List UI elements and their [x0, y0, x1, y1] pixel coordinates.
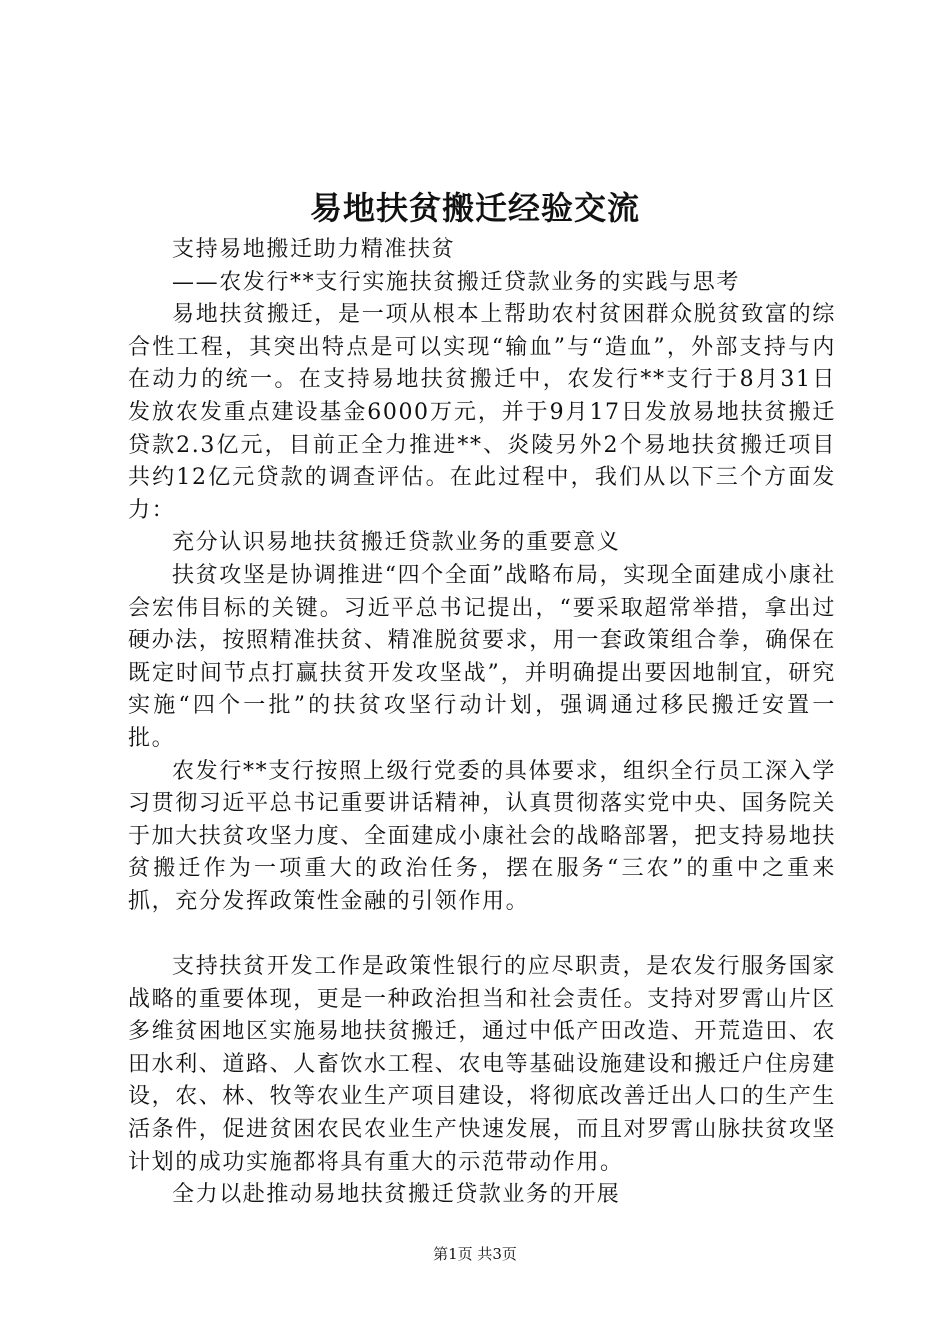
- section-heading: 充分认识易地扶贫搬迁贷款业务的重要意义: [172, 530, 621, 556]
- body-paragraph: 扶贫攻坚是协调推进“四个全面”战略布局，实现全面建成小康社会宏伟目标的关键。习近平总书记提出，“要采取超常举措，拿出过硬办法，按照精准扶贫、精准脱贫要求，用一套政策组合拳，确保在既定时间节点打赢扶贫开发攻坚战”，并明确提出要因地制宜，研究实施“四个一批”的扶贫攻坚行动计划，强调通过移民搬迁安置一批。: [128, 562, 837, 751]
- document-title: 易地扶贫搬迁经验交流: [309, 189, 640, 227]
- page-footer: 第1页 共3页: [433, 1245, 517, 1263]
- section-heading: 全力以赴推动易地扶贫搬迁贷款业务的开展: [172, 1182, 621, 1208]
- body-paragraph: 支持扶贫开发工作是政策性银行的应尽职责，是农发行服务国家战略的重要体现，更是一种政治担当和社会责任。支持对罗霄山片区多维贫困地区实施易地扶贫搬迁，通过中低产田改造、开荒造田、农田水利、道路、人畜饮水工程、农电等基础设施建设和搬迁户住房建设，农、林、牧等农业生产项目建设，将彻底改善迁出人口的生产生活条件，促进贫困农民农业生产快速发展，而且对罗霄山脉扶贫攻坚计划的成功实施都将具有重大的示范带动作用。: [128, 954, 837, 1175]
- subtitle-byline: ——农发行**支行实施扶贫搬迁贷款业务的实践与思考: [172, 269, 741, 295]
- body-paragraph: 易地扶贫搬迁，是一项从根本上帮助农村贫困群众脱贫致富的综合性工程，其突出特点是可以实现“输血”与“造血”，外部支持与内在动力的统一。在支持易地扶贫搬迁中，农发行**支行于8月31日发放农发重点建设基金6000万元，并于9月17日发放易地扶贫搬迁贷款2.3亿元，目前正全力推进**、炎陵另外2个易地扶贫搬迁项目共约12亿元贷款的调查评估。在此过程中，我们从以下三个方面发力：: [128, 302, 836, 523]
- body-paragraph: 农发行**支行按照上级行党委的具体要求，组织全行员工深入学习贯彻习近平总书记重要讲话精神，认真贯彻落实党中央、国务院关于加大扶贫攻坚力度、全面建成小康社会的战略部署，把支持易地扶贫搬迁作为一项重大的政治任务，摆在服务“三农”的重中之重来抓，充分发挥政策性金融的引领作用。: [128, 758, 837, 914]
- paragraph-spacer: [128, 918, 836, 951]
- subtitle-line: 支持易地搬迁助力精准扶贫: [172, 237, 456, 262]
- document-body: [128, 234, 836, 1212]
